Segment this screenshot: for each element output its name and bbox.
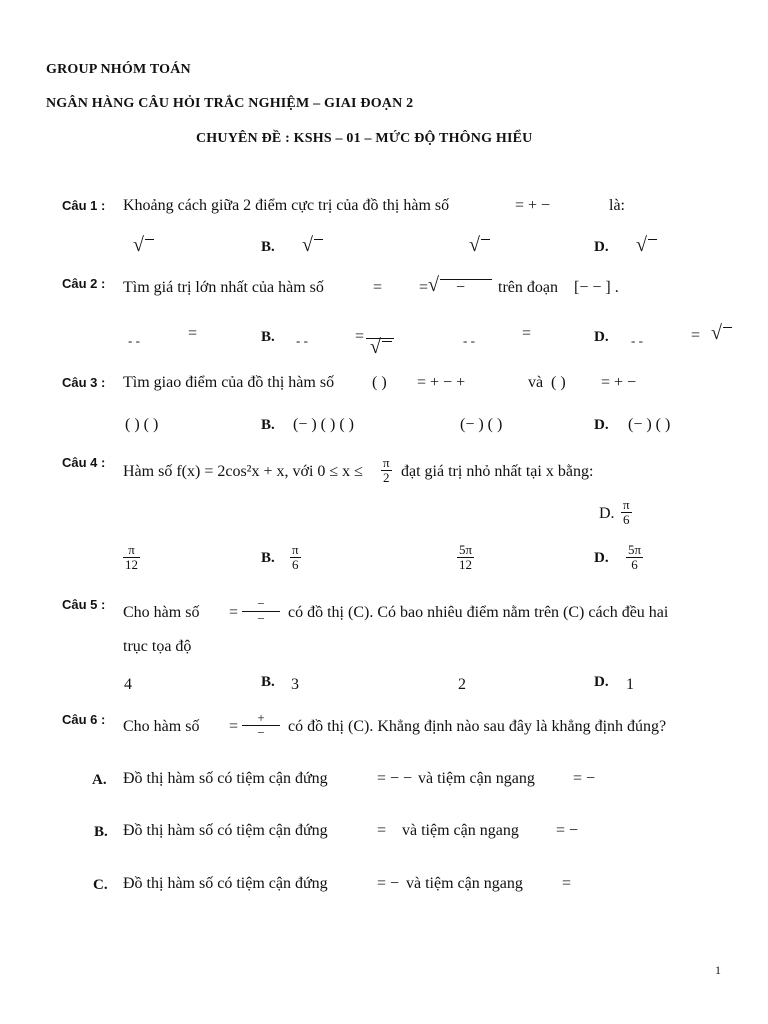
question-2-interval: [− − ] . xyxy=(574,279,619,296)
question-2-label: Câu 2 : xyxy=(62,276,106,291)
q2-option-d-sqrt: √ xyxy=(711,322,722,344)
q6-option-a-text: Đồ thị hàm số có tiệm cận đứng xyxy=(123,770,328,787)
question-2-eq2: = xyxy=(419,279,429,296)
q2-option-b-letter: B. xyxy=(261,329,275,345)
question-4-tail: đạt giá trị nhỏ nhất tại x bằng: xyxy=(401,463,594,480)
question-5-text-3: trục tọa độ xyxy=(123,638,192,655)
q5-option-d: 1 xyxy=(626,676,634,693)
question-1-equation: = + − xyxy=(515,197,551,214)
question-1-text: Khoảng cách giữa 2 điểm cực trị của đồ thị hàm số xyxy=(123,197,450,214)
question-3-text: Tìm giao điểm của đồ thị hàm số xyxy=(123,374,335,391)
q6-option-c-eq1: = − xyxy=(377,875,400,892)
group-title: GROUP NHÓM TOÁN xyxy=(46,62,191,77)
q3-option-c: (− ) ( ) xyxy=(460,416,503,433)
question-5-text-2: có đồ thị (C). Có bao nhiêu điểm nằm trên (C) cách đều hai xyxy=(288,604,669,621)
fraction-denominator: 12 xyxy=(457,557,474,572)
question-2-text: Tìm giá trị lớn nhất của hàm số xyxy=(123,279,324,296)
q5-option-c: 2 xyxy=(458,676,466,693)
q1-option-a-sqrt: √ xyxy=(133,234,144,256)
q2-option-c-eq: = xyxy=(522,325,532,342)
question-3-eq1: = + − + xyxy=(417,374,466,391)
question-2-inner: − xyxy=(456,279,466,296)
q6-option-c-eq2: = xyxy=(562,875,572,892)
q6-option-c-letter: C. xyxy=(93,877,108,893)
q5-option-b-letter: B. xyxy=(261,674,275,690)
q3-option-d-letter: D. xyxy=(594,417,609,433)
question-5-eq: = xyxy=(229,604,239,621)
fraction-denominator: 12 xyxy=(125,557,138,572)
fraction-denominator: − xyxy=(242,611,280,626)
question-3-eq2: = + − xyxy=(601,374,637,391)
q6-option-b-mid: và tiệm cận ngang xyxy=(402,822,519,839)
question-5-text-1: Cho hàm số xyxy=(123,604,200,621)
q4-option-d-fraction xyxy=(626,543,643,572)
q4-option-b-letter: B. xyxy=(261,550,275,566)
q2-option-b-eq: = xyxy=(355,328,365,345)
q2-option-a-eq: = xyxy=(188,325,198,342)
question-3-label: Câu 3 : xyxy=(62,375,106,390)
q1-option-c-sqrt: √ xyxy=(469,234,480,256)
q3-option-a: ( ) ( ) xyxy=(125,416,159,433)
q1-option-d-sqrt: √ xyxy=(636,234,647,256)
bank-title: NGÂN HÀNG CÂU HỎI TRẮC NGHIỆM – GIAI ĐOẠN 2 xyxy=(46,96,414,111)
q2-option-b-sqrt: √ xyxy=(370,336,381,358)
question-6-text-1: Cho hàm số xyxy=(123,718,200,735)
q1-option-b-bar xyxy=(314,239,323,240)
q6-option-a-eq1: = − − xyxy=(377,770,413,787)
q4-option-d-letter: D. xyxy=(594,550,609,566)
q6-option-b-eq2: = − xyxy=(556,822,579,839)
page-number: 1 xyxy=(715,963,721,977)
q4-option-c-fraction xyxy=(457,543,474,572)
question-1-tail: là: xyxy=(609,197,625,214)
question-6-label: Câu 6 : xyxy=(62,712,106,727)
fraction-numerator: π xyxy=(623,497,630,512)
q5-option-d-letter: D. xyxy=(594,674,609,690)
question-6-fraction xyxy=(242,711,280,740)
q5-option-b: 3 xyxy=(291,676,299,693)
question-2-sqrt: √ xyxy=(428,274,439,296)
fraction-denominator: 6 xyxy=(621,512,632,527)
question-2-tail: trên đoạn xyxy=(498,279,558,296)
question-6-text-2: có đồ thị (C). Khẳng định nào sau đây là khẳng định đúng? xyxy=(288,718,667,735)
fraction-numerator: − xyxy=(257,596,265,611)
fraction-numerator: 5π xyxy=(459,542,473,557)
q6-option-b-letter: B. xyxy=(94,824,108,840)
q4-extra-option-d-letter: D. xyxy=(599,505,615,522)
fraction-numerator: π xyxy=(128,542,135,557)
q6-option-a-eq2: = − xyxy=(573,770,596,787)
q3-option-d: (− ) ( ) xyxy=(628,416,671,433)
topic-title: CHUYÊN ĐỀ : KSHS – 01 – MỨC ĐỘ THÔNG HIỂU xyxy=(196,131,533,146)
q4-option-a-fraction xyxy=(123,543,140,572)
fraction-denominator: 2 xyxy=(381,470,392,485)
fraction-numerator: 5π xyxy=(628,542,642,557)
question-2-eq1: = xyxy=(373,279,383,296)
q6-option-b-text: Đồ thị hàm số có tiệm cận đứng xyxy=(123,822,328,839)
q4-option-b-fraction xyxy=(290,543,301,572)
q2-option-d-sqrt-bar xyxy=(723,327,732,328)
q2-option-c-dashes: ‐ ‐ xyxy=(463,333,475,348)
fraction-denominator: − xyxy=(242,725,280,740)
q1-option-b-letter: B. xyxy=(261,239,275,255)
fraction-numerator: π xyxy=(383,455,390,470)
question-6-eq: = xyxy=(229,718,239,735)
q1-option-b-sqrt: √ xyxy=(302,234,313,256)
q6-option-c-mid: và tiệm cận ngang xyxy=(406,875,523,892)
q5-option-a: 4 xyxy=(124,676,132,693)
q3-option-b-letter: B. xyxy=(261,417,275,433)
q1-option-a-bar xyxy=(145,239,154,240)
q6-option-a-letter: A. xyxy=(92,772,107,788)
q4-extra-option-d-fraction xyxy=(621,498,632,527)
fraction-denominator: 6 xyxy=(626,557,643,572)
question-1-label: Câu 1 : xyxy=(62,198,106,213)
fraction-numerator: π xyxy=(292,542,299,557)
fraction-numerator: + xyxy=(257,710,265,725)
question-2-sqrt-bar xyxy=(440,279,492,280)
q2-option-b-sqrt-bar xyxy=(382,341,392,342)
q1-option-c-bar xyxy=(481,239,490,240)
fraction-denominator: 6 xyxy=(290,557,301,572)
question-5-label: Câu 5 : xyxy=(62,597,106,612)
question-4-limit-fraction xyxy=(381,456,392,485)
q6-option-a-mid: và tiệm cận ngang xyxy=(418,770,535,787)
q1-option-d-bar xyxy=(648,239,657,240)
q6-option-c-text: Đồ thị hàm số có tiệm cận đứng xyxy=(123,875,328,892)
q2-option-b-dashes: ‐ ‐ xyxy=(296,333,308,348)
question-3-paren-2: ( ) xyxy=(551,374,566,391)
question-4-text: Hàm số f(x) = 2cos²x + x, với 0 ≤ x ≤ xyxy=(123,463,363,480)
question-3-paren-1: ( ) xyxy=(372,374,387,391)
q2-option-a-dashes: ‐ ‐ xyxy=(128,333,140,348)
question-3-and: và xyxy=(528,374,544,391)
question-4-label: Câu 4 : xyxy=(62,455,106,470)
q2-option-d-letter: D. xyxy=(594,329,609,345)
q1-option-d-letter: D. xyxy=(594,239,609,255)
q2-option-d-eq: = xyxy=(691,327,701,344)
q3-option-b: (− ) ( ) ( ) xyxy=(293,416,354,433)
question-5-fraction xyxy=(242,597,280,626)
q6-option-b-eq1: = xyxy=(377,822,387,839)
q2-option-d-dashes: ‐ ‐ xyxy=(631,333,643,348)
